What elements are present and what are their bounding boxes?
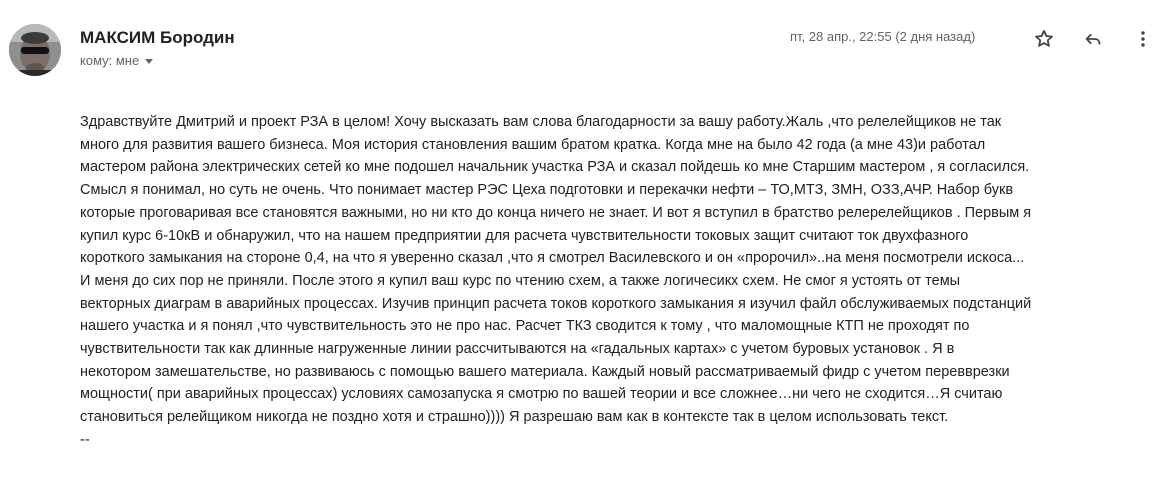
- message-body-line: много для развития вашего бизнеса. Моя история становления вашим братом кратка. Когда мне на было 42 года (а мне 43)и работал: [80, 136, 986, 153]
- reply-button[interactable]: [1078, 24, 1108, 54]
- more-vert-icon: [1132, 28, 1154, 50]
- star-icon: [1033, 28, 1055, 50]
- message-body-line: которые проговаривая все становятся важными, но ни кто до конца ничего не знает. И вот я вступил в братство релерелейщиков . Первым я: [80, 204, 1032, 221]
- message-body-line: мощности( при аварийных процессах) условиях самозапуска я смотрю по вашей теории и все сложнее…ни чего не сходится…Я считаю: [80, 386, 1003, 403]
- recipient-label: кому: мне: [80, 53, 140, 68]
- message-body-line: некотором замешательстве, но развиваюсь с помощью вашего материала. Каждый новый рассматриваемый фидр с учетом перевврезки: [80, 363, 1010, 380]
- recipient-details-toggle[interactable]: [80, 53, 153, 68]
- message-body: [80, 111, 1160, 452]
- message-body-line: короткого замыкания на стороне 0,4, на что я уверенно сказал ,что я смотрел Василевского и он «пророчил»..на меня посмотрели искоса...: [80, 250, 1025, 267]
- message-body-line: И меня до сих пор не приняли. После этого я купил ваш курс по чтению схем, а также логичесикх схем. Не смог я устоять от темы: [80, 272, 961, 289]
- message-body-line: купил курс 6-10кВ и обнаружил, что на нашем предприятии для расчета чувствительности токовых защит считают ток двухфазного: [80, 227, 969, 244]
- message-body-line: Смысл я понимал, но суть не очень. Что понимает мастер РЭС Цеха подготовки и перекачки нефти – ТО,МТЗ, ЗМН, ОЗЗ,АЧР. Набор букв: [80, 182, 1014, 199]
- message-body-line: нашего участка и я понял ,что чувствительность это не про нас. Расчет ТКЗ сводится к тому , что маломощные КТП не проходят по: [80, 318, 970, 335]
- message-body-line: Здравствуйте Дмитрий и проект РЗА в целом! Хочу высказать вам слова благодарности за вашу работу.Жаль ,что релелейщиков не так: [80, 114, 1002, 130]
- message-date: пт, 28 апр., 22:55 (2 дня назад): [790, 29, 976, 44]
- message-body-line: чувствительности так как длинные нагруженные линии рассчитываются на «гадальных картах» с учетом буровых установок . Я в: [80, 341, 955, 358]
- message-body-line: мастером района электрических сетей ко мне подошел начальник участка РЗА и сказал пойдешь ко мне Старшим мастером , я согласился.: [80, 159, 1030, 176]
- avatar[interactable]: [9, 24, 61, 76]
- message-body-line: векторных диаграм в аварийных процессах. Изучив принцип расчета токов короткого замыкания я изучил файл обслуживаемых подстанций: [80, 295, 1032, 312]
- star-button[interactable]: [1029, 24, 1059, 54]
- reply-icon: [1082, 28, 1104, 50]
- sender-name[interactable]: МАКСИМ Бородин: [80, 28, 235, 47]
- signature-separator: --: [80, 431, 90, 448]
- caret-down-icon: [145, 59, 153, 64]
- avatar-image: [9, 24, 61, 76]
- more-options-button[interactable]: [1128, 24, 1158, 54]
- message-body-line: становиться релейщиком никогда не поздно хотя и страшно)))) Я разрешаю вам как в контексте так в целом использовать текст.: [80, 409, 949, 426]
